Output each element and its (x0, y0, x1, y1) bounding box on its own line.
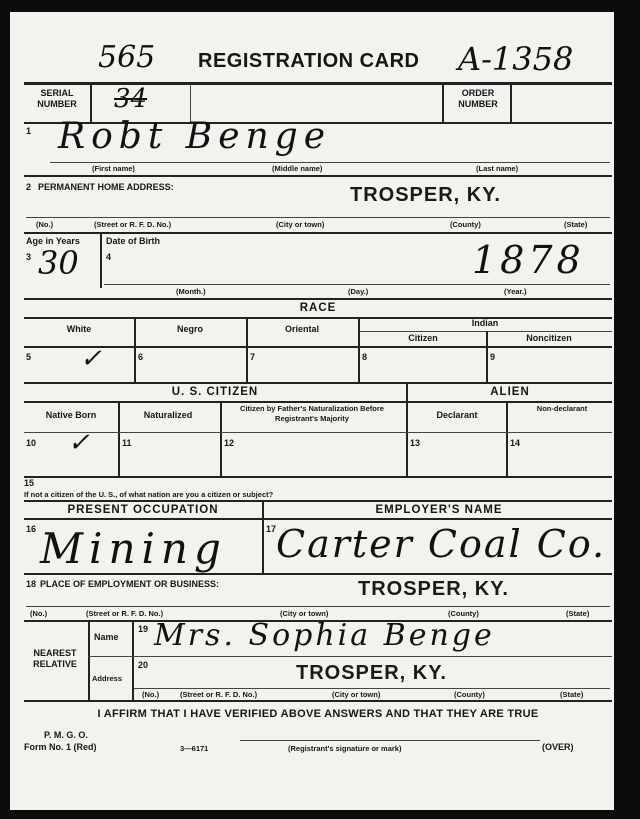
serial-number-value: 34 (114, 84, 148, 114)
fathers-naturalization-label: Citizen by Father's Naturalization Before Registrant's Majority (240, 404, 384, 423)
card-title: REGISTRATION CARD (198, 50, 420, 72)
over-label: (OVER) (542, 742, 574, 752)
line-number-2: 2 (26, 182, 32, 192)
line-number-4: 4 (106, 252, 112, 262)
place-of-employment-label: PLACE OF EMPLOYMENT OR BUSINESS: (40, 579, 220, 589)
address-caption-state: (State) (564, 220, 588, 229)
date-of-birth-label: Date of Birth (106, 236, 160, 246)
declarant-label: Declarant (436, 410, 478, 420)
line-number-17: 17 (266, 524, 277, 534)
nation-question: If not a citizen of the U. S., of what nation are you a citizen or subject? (24, 490, 274, 499)
order-number-label: ORDER NUMBER (458, 88, 498, 109)
race-num-8: 8 (362, 352, 368, 362)
first-name-caption: (First name) (92, 164, 135, 173)
naturalized-label: Naturalized (143, 410, 193, 420)
year-caption: (Year.) (504, 287, 527, 296)
relative-name-label: Name (94, 632, 119, 642)
line-number-16: 16 (26, 524, 37, 534)
birth-year: 1878 (472, 238, 585, 282)
relative-address-value: TROSPER, KY. (296, 662, 447, 684)
native-born-mark: ✓ (68, 428, 90, 458)
registration-card (10, 12, 614, 810)
race-num-9: 9 (490, 352, 496, 362)
address-caption-county: (County) (450, 220, 481, 229)
relative-caption-no: (No.) (142, 690, 160, 699)
race-white-mark: ✓ (80, 344, 102, 374)
relative-caption-city: (City or town) (332, 690, 381, 699)
day-caption: (Day.) (348, 287, 369, 296)
signature-caption: (Registrant's signature or mark) (288, 744, 402, 753)
address-caption-city: (City or town) (276, 220, 325, 229)
line-number-19: 19 (138, 624, 149, 634)
citizen-num-12: 12 (224, 438, 235, 448)
citizen-num-14: 14 (510, 438, 521, 448)
line-number-15: 15 (24, 478, 35, 488)
race-num-6: 6 (138, 352, 144, 362)
order-handwritten: A-1358 (458, 40, 574, 78)
address-caption-street: (Street or R. F. D. No.) (94, 220, 172, 229)
relative-address-label: Address (92, 674, 123, 683)
citizen-num-10: 10 (26, 438, 37, 448)
place-of-employment-value: TROSPER, KY. (358, 578, 509, 600)
relative-caption-county: (County) (454, 690, 485, 699)
registrant-name: Robt Benge (58, 116, 332, 157)
line-number-18: 18 (26, 579, 37, 589)
employers-name-heading: EMPLOYER'S NAME (375, 504, 503, 516)
alien-heading: ALIEN (490, 386, 530, 398)
card-number-handwritten: 565 (98, 40, 156, 75)
line-number-3: 3 (26, 252, 32, 262)
nearest-relative-label: NEAREST RELATIVE (33, 648, 77, 669)
non-declarant-label: Non-declarant (536, 404, 588, 413)
us-citizen-heading: U. S. CITIZEN (171, 386, 259, 398)
race-white-label: White (66, 324, 92, 334)
employer-value: Carter Coal Co. (276, 522, 607, 566)
relative-caption-street: (Street or R. F. D. No.) (180, 690, 258, 699)
age-value: 30 (38, 244, 79, 282)
home-address-label: PERMANENT HOME ADDRESS: (38, 182, 174, 192)
form-code: 3—6171 (180, 744, 209, 753)
line-number-1: 1 (26, 126, 32, 136)
race-indian-label: Indian (471, 318, 499, 328)
form-number-label: Form No. 1 (Red) (24, 742, 97, 752)
relative-name-value: Mrs. Sophia Benge (154, 618, 495, 653)
employment-caption-city: (City or town) (280, 609, 329, 618)
employment-caption-county: (County) (448, 609, 479, 618)
affirmation-text: I AFFIRM THAT I HAVE VERIFIED ABOVE ANSWERS AND THAT THEY ARE TRUE (97, 708, 539, 720)
pmgo-label: P. M. G. O. (44, 730, 88, 740)
employment-caption-no: (No.) (30, 609, 48, 618)
occupation-value: Mining (40, 524, 227, 573)
age-label: Age in Years (26, 236, 80, 246)
race-citizen-label: Citizen (408, 333, 438, 343)
citizen-num-11: 11 (122, 438, 132, 448)
citizen-num-13: 13 (410, 438, 421, 448)
month-caption: (Month.) (176, 287, 206, 296)
native-born-label: Native Born (45, 410, 97, 420)
last-name-caption: (Last name) (476, 164, 519, 173)
race-noncitizen-label: Noncitizen (526, 333, 572, 343)
employment-caption-state: (State) (566, 609, 590, 618)
race-oriental-label: Oriental (284, 324, 319, 334)
present-occupation-heading: PRESENT OCCUPATION (67, 504, 219, 516)
race-negro-label: Negro (176, 324, 203, 334)
employment-caption-street: (Street or R. F. D. No.) (86, 609, 164, 618)
home-address-value: TROSPER, KY. (350, 184, 501, 206)
race-num-7: 7 (250, 352, 256, 362)
line-number-20: 20 (138, 660, 149, 670)
race-heading: RACE (299, 302, 337, 314)
address-caption-no: (No.) (36, 220, 54, 229)
relative-caption-state: (State) (560, 690, 584, 699)
race-num-5: 5 (26, 352, 32, 362)
serial-number-label: SERIAL NUMBER (37, 88, 77, 109)
middle-name-caption: (Middle name) (272, 164, 323, 173)
